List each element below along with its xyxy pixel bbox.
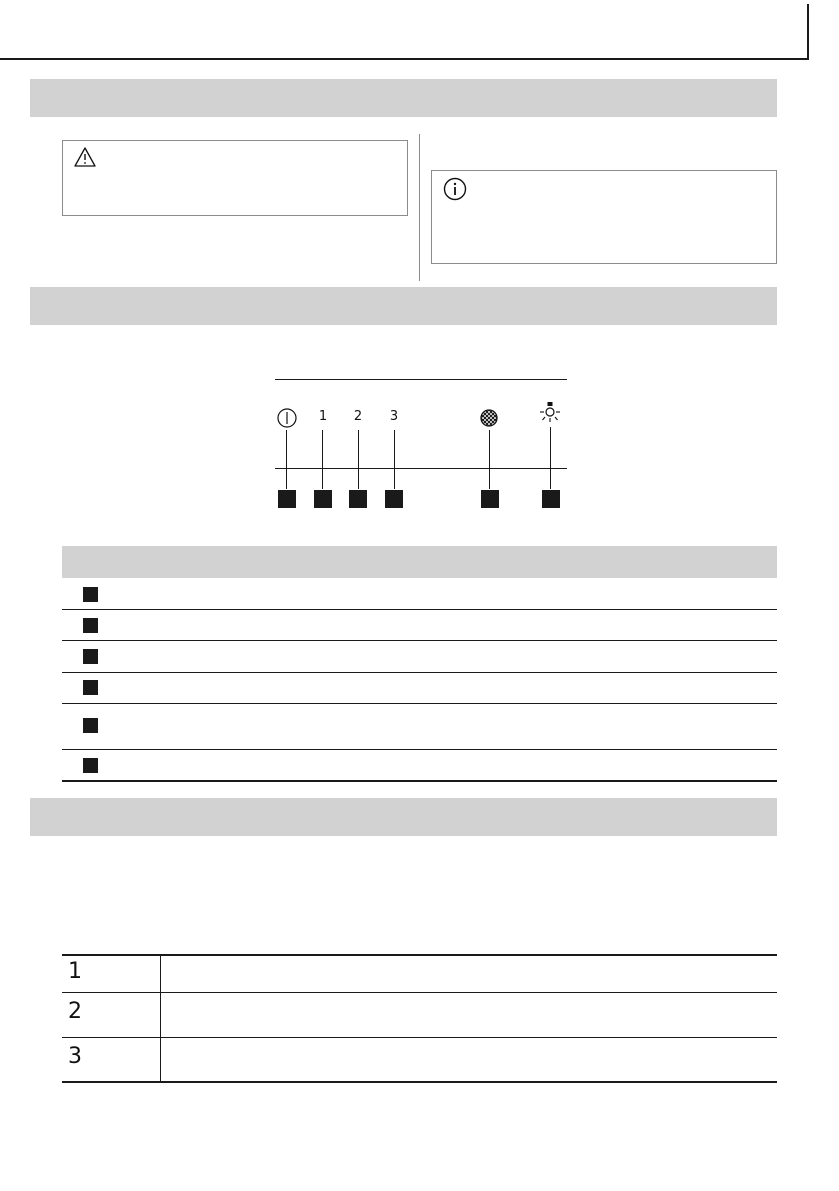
row-divider [62, 672, 777, 673]
warning-triangle-icon [73, 146, 97, 168]
speed-table [62, 954, 777, 1084]
row-divider [62, 640, 777, 641]
row-marker [83, 649, 98, 664]
leader-line [286, 430, 287, 489]
row-divider [62, 703, 777, 704]
info-icon [442, 176, 468, 202]
table-bottom-rule [62, 780, 777, 782]
grease-filter-icon[interactable] [479, 408, 499, 428]
speed-2-glyph: 2 [68, 999, 82, 1024]
leader-line [489, 430, 490, 489]
row-marker [83, 680, 98, 695]
leader-line [550, 427, 551, 489]
row-divider [62, 749, 777, 750]
table-top-rule [62, 954, 777, 956]
leader-line [394, 430, 395, 489]
table-bottom-rule [62, 1081, 777, 1083]
callout-marker [349, 490, 367, 508]
callout-marker [278, 490, 296, 508]
row-marker [83, 718, 98, 733]
column-divider [419, 134, 420, 281]
row-marker [83, 618, 98, 633]
row-marker [83, 587, 98, 602]
info-box [431, 170, 777, 264]
warning-box [62, 140, 408, 216]
row-divider [62, 609, 777, 610]
section-header-band-1 [30, 79, 777, 117]
speed-1-button[interactable]: 1 [318, 409, 328, 424]
callout-marker [481, 490, 499, 508]
panel-bottom-edge [275, 468, 567, 469]
speed-3-glyph: 3 [68, 1044, 82, 1069]
speed-3-button[interactable]: 3 [389, 409, 399, 424]
leader-line [358, 430, 359, 489]
top-rule [0, 58, 808, 60]
row-marker [83, 758, 98, 773]
speed-1-glyph: 1 [68, 959, 82, 984]
callout-marker [542, 490, 560, 508]
speed-2-button[interactable]: 2 [353, 409, 363, 424]
row-divider [62, 1037, 777, 1038]
control-panel-diagram [270, 370, 570, 520]
callout-marker [314, 490, 332, 508]
panel-top-edge [275, 379, 567, 380]
section-header-band-3 [30, 798, 777, 836]
callout-marker [385, 490, 403, 508]
leader-line [322, 430, 323, 489]
light-icon[interactable] [539, 401, 561, 425]
column-rule [160, 956, 161, 1081]
row-divider [62, 992, 777, 993]
control-table-header [62, 546, 777, 578]
section-header-band-2 [30, 287, 777, 325]
top-corner-rule [807, 4, 809, 60]
power-icon[interactable] [276, 407, 298, 429]
